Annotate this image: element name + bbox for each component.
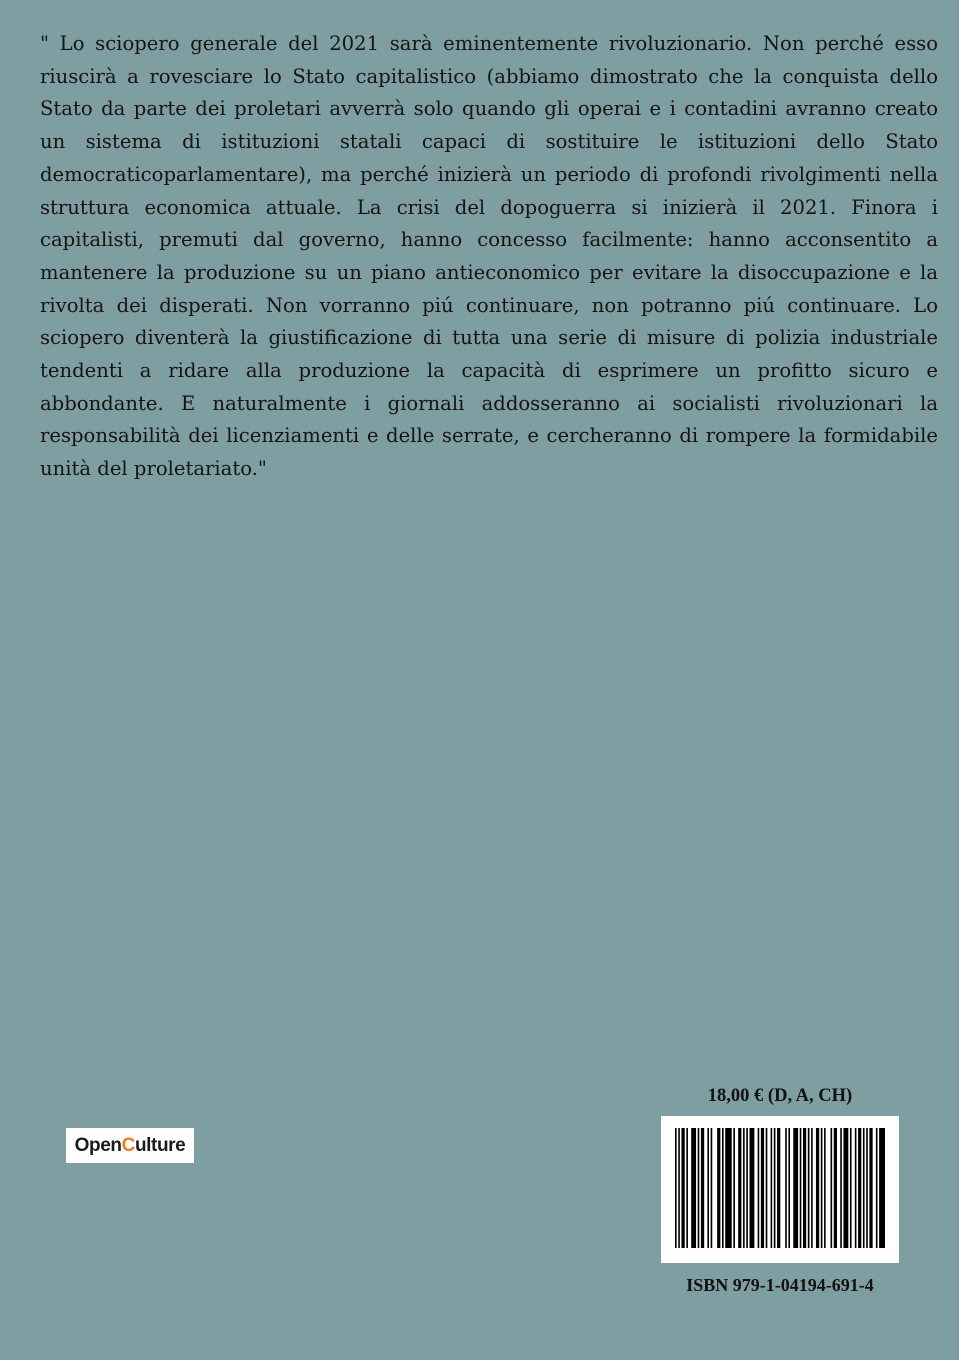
price-label: 18,00 € (D, A, CH) — [707, 1086, 853, 1106]
barcode-bar — [858, 1128, 861, 1248]
barcode-bar — [821, 1128, 823, 1248]
barcode-bar — [800, 1128, 802, 1248]
barcode-bar — [738, 1128, 741, 1248]
barcode-bar — [750, 1128, 755, 1248]
barcode-icon — [675, 1128, 885, 1248]
barcode-bar — [766, 1128, 768, 1248]
barcode-bar — [701, 1128, 704, 1248]
blurb-text: " Lo sciopero generale del 2021 sarà eminentemente rivoluzionario. Non perché esso riuscirà a rovesciare lo Stato capitalistico (abbiamo dimostrato che la conquista dello Stato da parte dei proletari avverrà solo quando gli operai e i contadini avranno creato un sistema di istituzioni statali capaci di sostituire le istituzioni dello Stato democraticoparlamentare), ma perché inizierà un periodo di profondi rivolgimenti nella struttura economica attuale. La crisi del dopoguerra si inizierà il 2021. Finora i capitalisti, premuti dal governo, hanno concesso facilmente: hanno acconsentito a mantenere la produzione su un piano antieconomico per evitare la disoccupazione e la rivolta dei disperati. Non vorranno piú continuare, non potranno piú continuare. Lo sciopero diventerà la giustificazione di tutta una serie di misure di polizia industriale tendenti a ridare alla produzione la capacità di esprimere un profitto sicuro e abbondante. E naturalmente i giornali addosseranno ai socialisti rivoluzionari la responsabilità dei licenziamenti e delle serrate, e cercheranno di rompere la formidabile unità del proletariato." — [40, 32, 938, 481]
isbn-label: ISBN 979-1-04194-691-4 — [686, 1275, 874, 1295]
barcode-bar — [707, 1128, 709, 1248]
barcode-bar — [758, 1128, 760, 1248]
barcode-bar — [774, 1128, 776, 1248]
barcode-bar — [771, 1128, 773, 1248]
barcode-bar — [834, 1128, 837, 1248]
barcode-bar — [691, 1128, 696, 1248]
barcode-bar — [811, 1128, 813, 1248]
barcode-bar — [686, 1128, 688, 1248]
logo-text-open: Open — [74, 1134, 122, 1156]
barcode-bar — [855, 1128, 857, 1248]
barcode-bar — [743, 1128, 745, 1248]
barcode-bar — [678, 1128, 680, 1248]
barcode-bar — [803, 1128, 806, 1248]
barcode-bar — [879, 1128, 885, 1248]
barcode-bar — [777, 1128, 780, 1248]
barcode-bar — [816, 1128, 819, 1248]
logo-text-ulture: ulture — [134, 1134, 186, 1156]
barcode-bar — [863, 1128, 865, 1248]
barcode-bar — [746, 1128, 748, 1248]
barcode-bar — [761, 1128, 764, 1248]
barcode-bar — [876, 1128, 878, 1248]
barcode-bar — [840, 1128, 842, 1248]
barcode-bar — [785, 1128, 787, 1248]
barcode-bar — [711, 1128, 713, 1248]
barcode-bar — [808, 1128, 810, 1248]
barcode-bar — [869, 1128, 872, 1248]
barcode-bar — [793, 1128, 798, 1248]
publisher-logo — [66, 1128, 194, 1163]
barcode-bar — [681, 1128, 684, 1248]
barcode-bar — [722, 1128, 724, 1248]
barcode-bar — [788, 1128, 790, 1248]
barcode-bar — [698, 1128, 700, 1248]
barcode-bar — [725, 1128, 731, 1248]
barcode-bar — [831, 1128, 833, 1248]
barcode-bar — [824, 1128, 826, 1248]
barcode-bar — [850, 1128, 852, 1248]
logo-text-c: C — [121, 1134, 135, 1156]
barcode — [661, 1116, 899, 1263]
barcode-bar — [733, 1128, 735, 1248]
barcode-bar — [675, 1128, 677, 1248]
barcode-bar — [843, 1128, 848, 1248]
barcode-bar — [717, 1128, 720, 1248]
barcode-bar — [866, 1128, 868, 1248]
